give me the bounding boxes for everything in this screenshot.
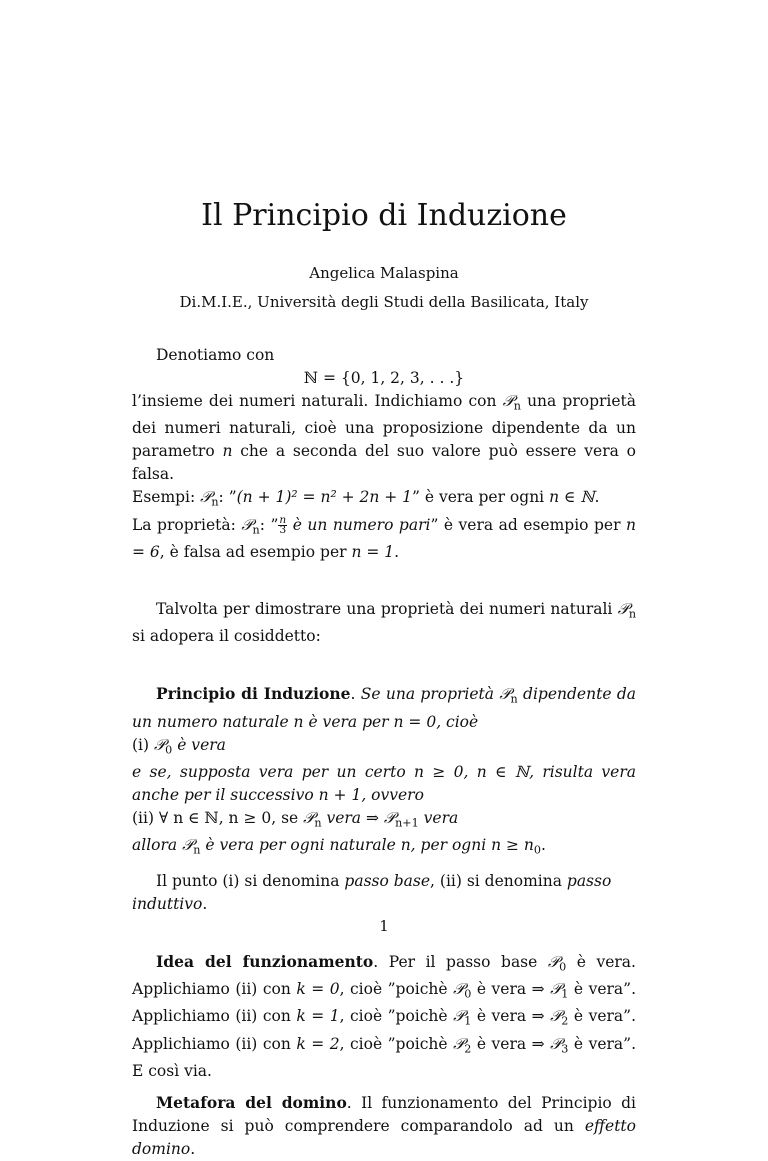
- example-2: La proprietà: 𝒫$_n$: ” $\frac{n}{3}$ è un numero pari” è vera ad esempio per n = 6, è falsa ad esempio per n = 1.: [132, 513, 636, 562]
- author-name: Angelica Malaspina: [309, 264, 459, 282]
- domino-paragraph: Metafora del domino. Il funzionamento del Principio di Induzione si può comprendere comparandolo ad un effetto domino.: [132, 1093, 636, 1159]
- paragraph-talvolta: Talvolta per dimostrare una proprietà dei numeri naturali 𝒫$_n$ si adopera il cosiddetto:: [132, 600, 636, 646]
- idea-heading: Idea del funzionamento: [156, 951, 374, 971]
- fraction-n-over-3: $\frac{n}{3}$: [279, 513, 287, 537]
- principle-heading: Principio di Induzione: [156, 684, 351, 704]
- page-title: Il Principio di Induzione: [201, 198, 567, 233]
- points-definition: Il punto (i) si denomina passo base, (ii) si denomina passo induttivo.: [132, 871, 612, 913]
- document-body: [132, 344, 636, 1161]
- naturals-set-formula: ℕ = {0, 1, 2, 3, . . .}: [303, 369, 465, 387]
- intro-lead: Denotiamo con: [156, 346, 275, 364]
- affiliation: Di.M.I.E., Università degli Studi della Basilicata, Italy: [179, 293, 589, 311]
- page-number: 1: [379, 917, 389, 935]
- domino-heading: Metafora del domino: [156, 1093, 347, 1113]
- principle-statement: Principio di Induzione. Se una proprietà 𝒫$_n$ dipendente da un numero naturale n è vera per n = 0, cioè (i) 𝒫$_0$ è vera e se, supposta vera per un certo n ≥ 0, n ∈ ℕ, risulta vera anche per il successivo n + 1, ovvero (ii) ∀ n ∈ ℕ, n ≥ 0, se 𝒫$_n$ vera ⇒ 𝒫$_{n+1}$ vera allora 𝒫$_n$ è vera per ogni naturale n, per ogni $n \ge n_0$.: [132, 684, 636, 857]
- idea-paragraph: Idea del funzionamento. Per il passo base 𝒫$_0$ è vera. Applichiamo (ii) con k = 0, cioè ”poichè 𝒫$_0$ è vera ⇒ 𝒫$_1$ è vera”. Applichiamo (ii) con k = 1, cioè ”poichè 𝒫$_1$ è vera ⇒ 𝒫$_2$ è vera”. Applichiamo (ii) con k = 2, cioè ”poichè 𝒫$_2$ è vera ⇒ 𝒫$_3$ è vera”. E così via.: [132, 951, 636, 1081]
- intro-paragraph: l’insieme dei numeri naturali. Indichiamo con 𝒫$_n$ una proprietà dei numeri naturali, cioè una proposizione dipendente da un parametro n che a seconda del suo valore può essere vera o falsa.: [132, 392, 636, 484]
- example-1: Esempi: 𝒫$_n$: ”(n + 1)² = n² + 2n + 1” è vera per ogni n ∈ ℕ.: [132, 488, 600, 509]
